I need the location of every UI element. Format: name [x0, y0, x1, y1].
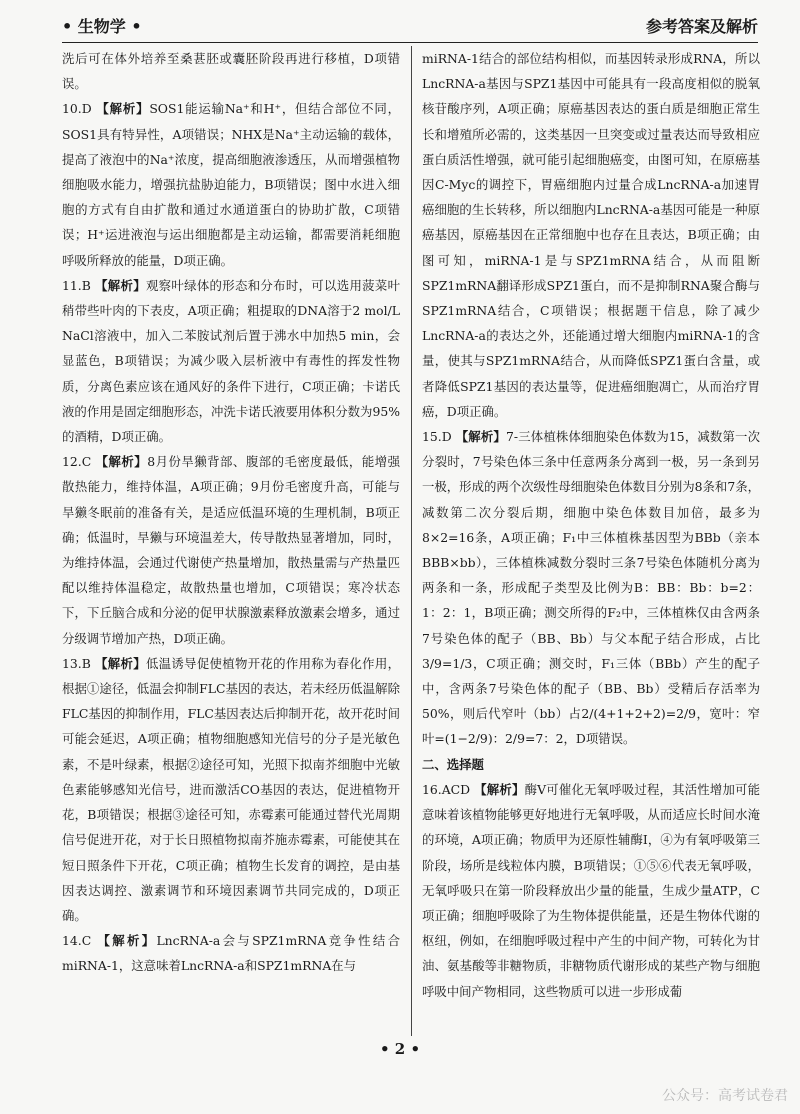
- answer-paragraph: [62, 651, 400, 928]
- subject-label: • 生物学 •: [62, 17, 142, 36]
- page-number: • 2 •: [379, 1040, 421, 1058]
- analysis-tag: 【解析】: [455, 429, 506, 445]
- paragraph-text: 低温诱导促使植物开花的作用称为春化作用，根据①途径，低温会抑制FLC基因的表达，若未经历低温解除FLC基因的抑制作用，FLC基因表达后抑制开花，故开花时间可能会延迟，A项正确；植物细胞感知光信号的分子是光敏色素，不是叶绿素，根据②途径可知，光照下拟南芥细胞中光敏色素能够感知光信号，进而激活CO基因的表达，促进植物开花，B项错误；根据③途径可知，赤霉素可能通过替代光周期信号促进开花，对于长日照植物拟南芥施赤霉素，可能使其在短日照条件下开花，C项正确；植物生长发育的调控，是由基因表达调控、激素调节和环境因素调节共同完成的，D项正确。: [62, 655, 400, 923]
- analysis-tag: 【解析】: [95, 655, 146, 671]
- analysis-tag: 【解析】: [96, 101, 150, 117]
- question-number: 11.B: [62, 277, 91, 293]
- answer-paragraph: [422, 777, 760, 1004]
- column-divider: [411, 46, 412, 1036]
- answer-paragraph: [422, 424, 760, 752]
- page-header: [62, 14, 758, 43]
- answer-paragraph: [62, 928, 400, 978]
- analysis-tag: 【解析】: [97, 933, 157, 949]
- paragraph-text: miRNA-1结合的部位结构相似，而基因转录形成RNA，所以LncRNA-a基因与SPZ1基因中可能具有一段高度相似的脱氧核苷酸序列，A项正确；原癌基因表达的蛋白质是细胞正常生长和增殖所必需的，这类基因一旦突变或过量表达而导致相应蛋白质活性增强，就可能引起细胞癌变，由图可知，在原癌基因C-Myc的调控下，胃癌细胞内过量合成LncRNA-a加速胃癌细胞的生长转移，所以细胞内LncRNA-a基因可能是一种原癌基因，原癌基因在正常细胞中也存在且表达，B项正确；由图可知，miRNA-1是与SPZ1mRNA结合，从而阻断SPZ1mRNA翻译形成SPZ1蛋白，而不是抑制RNA聚合酶与SPZ1mRNA结合，C项错误；根据题干信息，除了减少LncRNA-a的表达之外，还能通过增大细胞内miRNA-1的含量，使其与SPZ1mRNA结合，从而降低SPZ1蛋白含量，或者降低SPZ1基因的表达量等，促进癌细胞凋亡，从而治疗胃癌，D项正确。: [422, 51, 760, 419]
- answer-paragraph: [62, 273, 400, 449]
- paragraph-text: 洗后可在体外培养至桑葚胚或囊胚阶段再进行移植，D项错误。: [62, 51, 400, 92]
- answer-paragraph: [62, 449, 400, 651]
- section-title: 参考答案及解析: [645, 17, 758, 36]
- question-number: 14.C: [62, 933, 92, 949]
- left-column: [62, 46, 400, 1036]
- answer-paragraph: [62, 96, 400, 272]
- paragraph-text: 酶V可催化无氧呼吸过程，其活性增加可能意味着该植物能够更好地进行无氧呼吸，从而适应长时间水淹的环境，A项正确；物质甲为还原性辅酶Ⅰ，④为有氧呼吸第三阶段，场所是线粒体内膜，B项错误；①⑤⑥代表无氧呼吸，无氧呼吸只在第一阶段释放出少量的能量，生成少量ATP，C项正确；细胞呼吸除了为生物体提供能量，还是生物体代谢的枢纽，例如，在细胞呼吸过程中产生的中间产物，可转化为甘油、氨基酸等非糖物质，非糖物质代谢形成的某些产物与细胞呼吸中间产物相同，这些物质可以进一步形成葡: [422, 781, 760, 999]
- watermark: 公众号：高考试卷君: [662, 1088, 788, 1104]
- paragraph-text: 观察叶绿体的形态和分布时，可以选用菠菜叶稍带些叶肉的下表皮，A项正确；粗提取的DNA溶于2 mol/L NaCl溶液中，加入二苯胺试剂后置于沸水中加热5 min，会显蓝色，B项错误；为减少吸入层析液中有毒性的挥发性物质，分离色素应该在通风好的条件下进行，C项正确；卡诺氏液的作用是固定细胞形态，冲洗卡诺氏液要用体积分数为95%的酒精，D项正确。: [62, 277, 400, 445]
- question-number: 12.C: [62, 454, 92, 470]
- answer-columns: [62, 46, 758, 1036]
- analysis-tag: 【解析】: [474, 781, 525, 797]
- analysis-tag: 【解析】: [95, 454, 148, 470]
- question-number: 16.ACD: [422, 781, 471, 797]
- paragraph-text: 8月份旱獭背部、腹部的毛密度最低，能增强散热能力，维持体温，A项正确；9月份毛密度升高，可能与旱獭冬眠前的准备有关，是适应低温环境的生理机制，B项正确；低温时，旱獭与环境温差大，传导散热显著增加，同时，为维持体温，会通过代谢使产热量增加，散热量需与产热量匹配以维持体温稳定，故散热量也增加，C项错误；寒冷状态下，下丘脑合成和分泌的促甲状腺激素释放激素会增多，通过分级调节增加产热，D项正确。: [62, 454, 400, 646]
- right-column: [422, 46, 760, 1036]
- question-number: 15.D: [422, 429, 452, 445]
- question-number: 10.D: [62, 101, 92, 117]
- answer-paragraph: [422, 46, 760, 424]
- question-number: 13.B: [62, 655, 91, 671]
- paragraph-text: 7-三体植株体细胞染色体数为15，减数第一次分裂时，7号染色体三条中任意两条分离到一极，另一条到另一极，形成的两个次级性母细胞染色体数目分别为8条和7条，减数第二次分裂后期，细胞中染色体数目加倍，最多为8×2=16条，A项正确；F₁中三体植株基因型为BBb（亲本BBB×bb），三体植株减数分裂时三条7号染色体随机分离为两条和一条，形成配子类型及比例为B：BB：Bb：b=2：1：2：1，B项正确；测交所得的F₂中，三体植株仅由含两条7号染色体的配子（BB、Bb）与父本配子结合形成，占比3/9=1/3，C项正确；测交时，F₁三体（BBb）产生的配子中，含两条7号染色体的配子（BB、Bb）受精后存活率为50%，则后代窄叶（bb）占2/(4+1+2+2)=2/9，宽叶：窄叶=(1−2/9)：2/9=7：2，D项错误。: [422, 429, 760, 747]
- answer-paragraph: [62, 46, 400, 96]
- analysis-tag: 【解析】: [95, 277, 146, 293]
- section-heading: 二、选择题: [422, 756, 484, 772]
- paragraph-text: SOS1能运输Na⁺和H⁺，但结合部位不同，SOS1具有特异性，A项错误；NHX是Na⁺主动运输的载体，提高了液泡中的Na⁺浓度，提高细胞液渗透压，从而增强植物细胞吸水能力，增强抗盐胁迫能力，B项错误；图中水进入细胞的方式有自由扩散和通过水通道蛋白的协助扩散，C项错误；H⁺运进液泡与运出细胞都是主动运输，都需要消耗细胞呼吸所释放的能量，D项正确。: [62, 101, 400, 268]
- paragraph-text: LncRNA-a会与SPZ1mRNA竞争性结合miRNA-1，这意味着LncRNA-a和SPZ1mRNA在与: [62, 933, 400, 974]
